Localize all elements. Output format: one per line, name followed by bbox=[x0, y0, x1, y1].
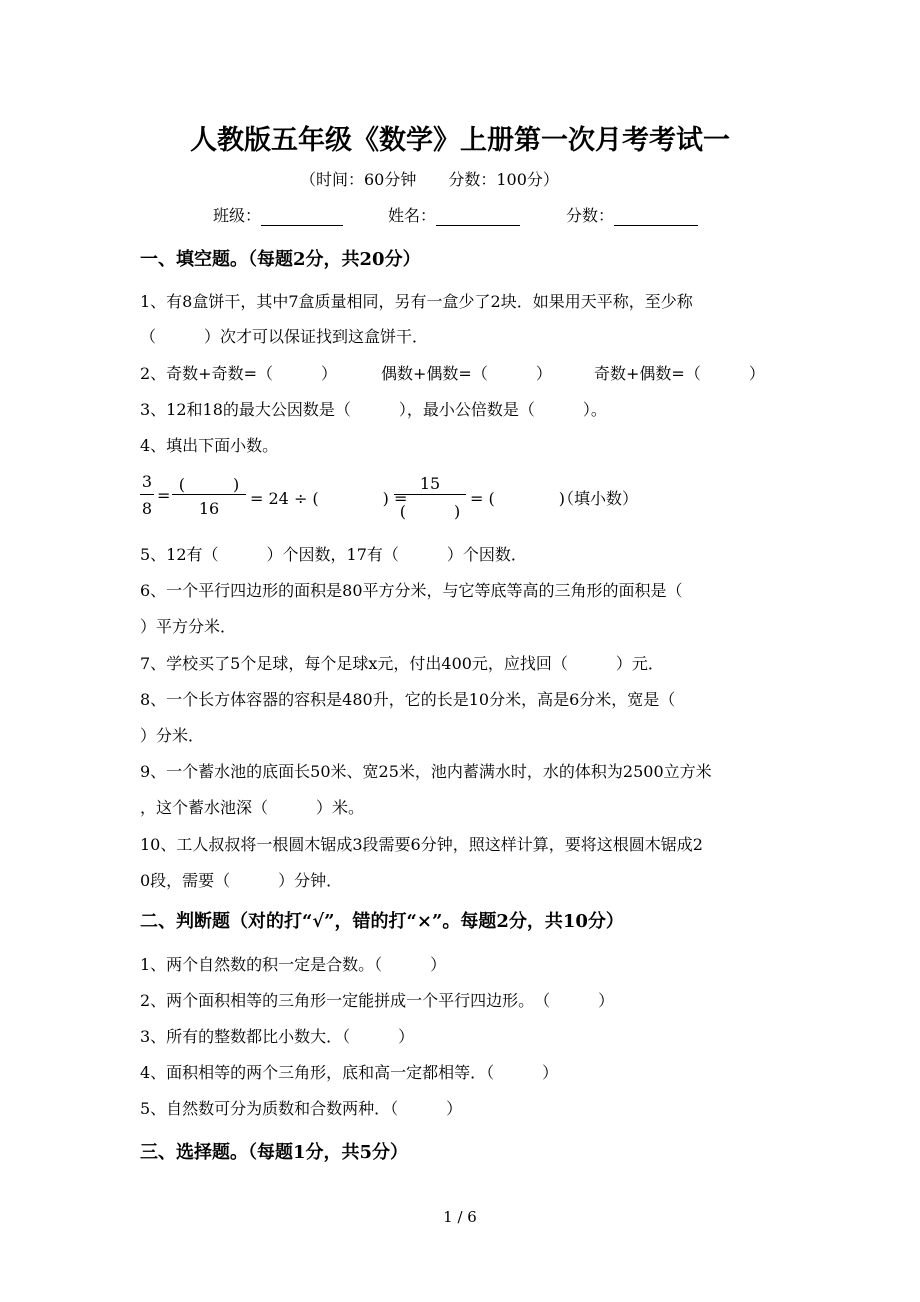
question-9-line-1: 9、一个蓄水池的底面长50米、宽25米，池内蓄满水时，水的体积为2500立方米 bbox=[140, 762, 712, 781]
fraction-3-bar bbox=[394, 494, 466, 495]
judge-question-3: 3、所有的整数都比小数大．（ ） bbox=[140, 1027, 415, 1046]
question-2-part-a: 2、奇数+奇数=（ ） bbox=[140, 364, 337, 383]
question-4: 4、填出下面小数。 bbox=[140, 436, 279, 455]
question-3: 3、12和18的最大公因数是（ ），最小公倍数是（ ）。 bbox=[140, 400, 607, 419]
fraction-2-denominator: 16 bbox=[198, 499, 220, 518]
judge-question-4: 4、面积相等的两个三角形，底和高一定都相等．（ ） bbox=[140, 1063, 559, 1082]
question-1-line-1: 1、有8盒饼干，其中7盒质量相同，另有一盒少了2块．如果用天平称，至少称 bbox=[140, 292, 693, 311]
equals-sign-1: = bbox=[157, 486, 171, 505]
name-label: 姓名： bbox=[388, 206, 437, 225]
name-field bbox=[388, 203, 520, 226]
judge-question-1: 1、两个自然数的积一定是合数。（ ） bbox=[140, 955, 447, 974]
exam-time-score: （时间：60分钟 分数：100分） bbox=[300, 170, 559, 189]
question-1-line-2: （ ）次才可以保证找到这盒饼干． bbox=[140, 327, 429, 346]
division-expression: = 24 ÷ ( ) = bbox=[250, 489, 408, 508]
question-8-line-2: ）分米． bbox=[140, 726, 205, 745]
class-field bbox=[213, 203, 343, 226]
class-blank[interactable] bbox=[261, 207, 343, 226]
question-6-line-1: 6、一个平行四边形的面积是80平方分米，与它等底等高的三角形的面积是（ bbox=[140, 581, 683, 600]
section-heading-true-false: 二、判断题（对的打“√”，错的打“×”。每题2分，共10分） bbox=[140, 911, 624, 932]
fraction-1-numerator: 3 bbox=[141, 472, 153, 491]
fraction-1-bar bbox=[140, 494, 154, 495]
fraction-2-numerator: ( ) bbox=[178, 475, 240, 494]
page-number: 1 / 6 bbox=[443, 1208, 477, 1226]
name-blank[interactable] bbox=[436, 207, 520, 226]
fraction-1-denominator: 8 bbox=[141, 499, 153, 518]
question-7: 7、学校买了5个足球，每个足球x元，付出400元，应找回（ ）元． bbox=[140, 654, 664, 673]
question-8-line-1: 8、一个长方体容器的容积是480升，它的长是10分米，高是6分米，宽是（ bbox=[140, 690, 676, 709]
judge-question-2: 2、两个面积相等的三角形一定能拼成一个平行四边形。 （ ） bbox=[140, 991, 615, 1010]
score-field bbox=[566, 203, 698, 226]
fill-decimal-note: （填小数） bbox=[558, 489, 639, 508]
question-2-part-c: 奇数+偶数=（ ） bbox=[594, 364, 765, 383]
question-5: 5、12有（ ）个因数，17有（ ）个因数． bbox=[140, 545, 527, 564]
section-heading-fill-blank: 一、填空题。（每题2分，共20分） bbox=[140, 249, 421, 270]
score-label: 分数： bbox=[566, 206, 615, 225]
decimal-answer: = ( ) bbox=[470, 489, 565, 508]
fraction-3-numerator: 15 bbox=[419, 474, 441, 493]
class-label: 班级： bbox=[213, 206, 262, 225]
question-10-line-1: 10、工人叔叔将一根圆木锯成3段需要6分钟，照这样计算，要将这根圆木锯成2 bbox=[140, 835, 703, 854]
section-heading-multiple-choice: 三、选择题。（每题1分，共5分） bbox=[140, 1142, 409, 1163]
fraction-2-bar bbox=[172, 494, 246, 495]
question-10-line-2: 0段，需要（ ）分钟． bbox=[140, 871, 343, 890]
fraction-3-denominator: ( ) bbox=[399, 502, 461, 521]
score-blank[interactable] bbox=[614, 207, 698, 226]
question-6-line-2: ）平方分米． bbox=[140, 617, 237, 636]
judge-question-5: 5、自然数可分为质数和合数两种．（ ） bbox=[140, 1099, 463, 1118]
page-title: 人教版五年级《数学》上册第一次月考考试一 bbox=[190, 125, 730, 156]
question-2-part-b: 偶数+偶数=（ ） bbox=[381, 364, 552, 383]
question-9-line-2: ，这个蓄水池深（ ）米。 bbox=[140, 798, 365, 817]
